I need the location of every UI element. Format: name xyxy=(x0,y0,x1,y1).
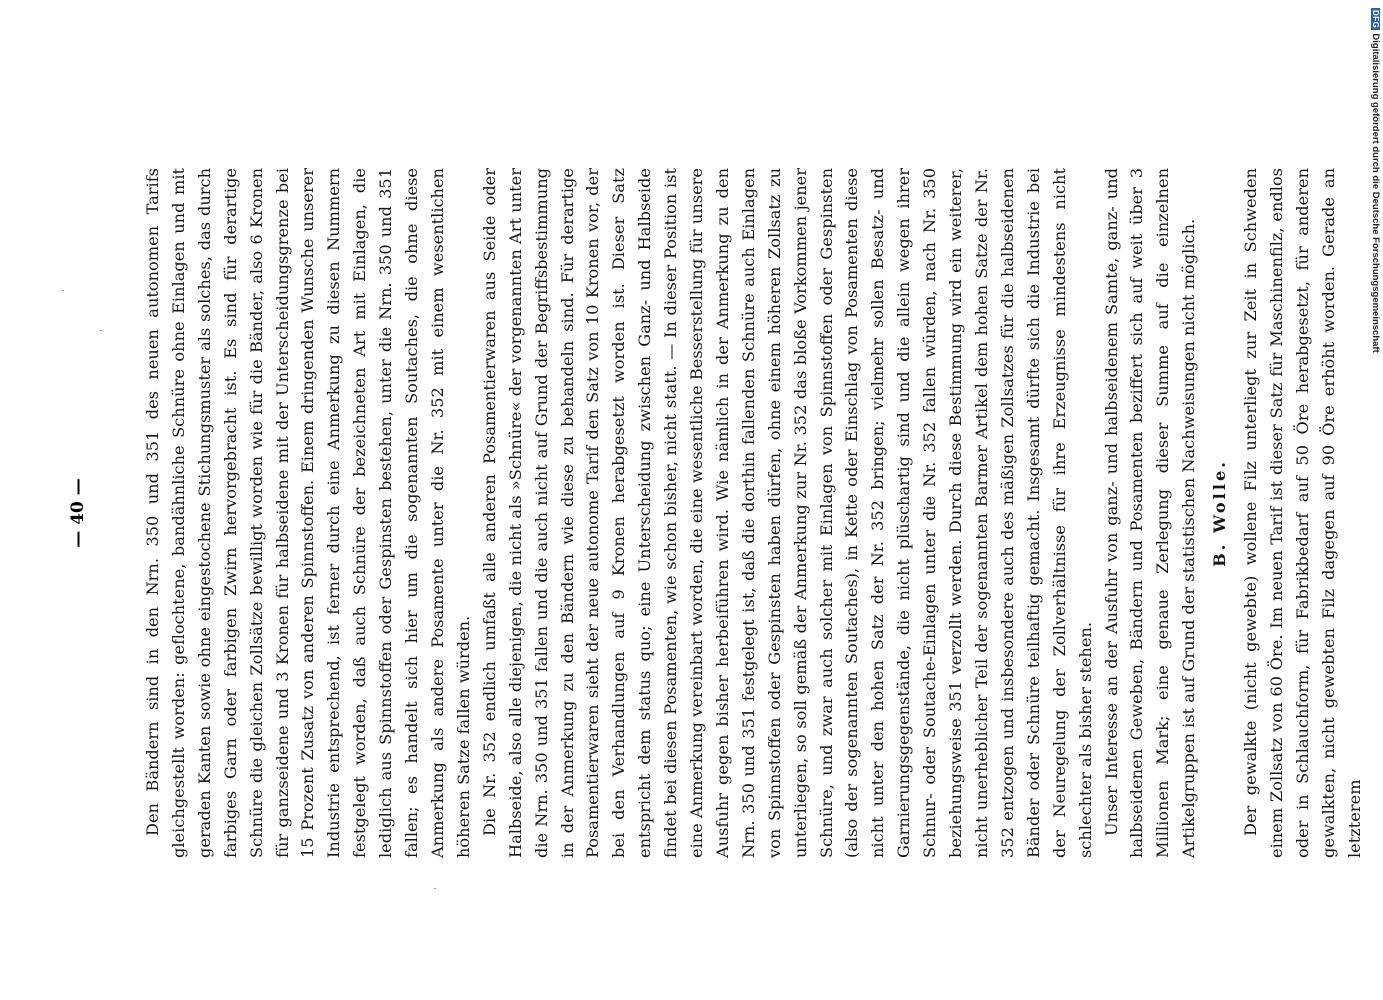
paragraph-1: Den Bändern sind in den Nrn. 350 und 351 des neuen autonomen Tarifs gleichgestellt worden: geflochtene, bandähnliche Schnüre ohne Einlagen und mit geraden Kanten sowie ohne eingestochene Stichungsmuster als solches, das durch farbiges Garn oder farbigen Zwirn hervorgebracht ist. Es sind für derartige Schnüre die gleichen Zollsätze bewilligt worden wie für die Bänder, also 6 Kronen für ganzseidene und 3 Kronen für halbseidene mit der Unterscheidungsgrenze bei 15 Prozent Zusatz von anderen Spinnstoffen. Einem dringenden Wunsche unserer Industrie entsprechend, ist ferner durch eine Anmerkung zu diesen Nummern festgelegt worden, daß auch Schnüre der bezeichneten Art mit Einlagen, die lediglich aus Spinnstoffen oder Gespinsten bestehen, unter die Nrn. 350 und 351 fallen; es handelt sich hier um die sogenannten Soutaches, die ohne diese Anmerkung als andere Posamente unter die Nr. 352 mit einem wesentlichen höheren Satze fallen würden. xyxy=(143,168,473,858)
dfg-logo-icon: DFG xyxy=(1371,10,1380,29)
text-column xyxy=(140,168,1368,858)
credit-text: Digitalisierung gefördert durch die Deutsche Forschungsgemeinschaft xyxy=(1370,33,1381,353)
section-heading: B. Wolle. xyxy=(1210,459,1230,567)
page-body xyxy=(68,168,1364,858)
page-number: — 40 — xyxy=(68,478,88,548)
scan-speck xyxy=(62,290,64,291)
rotated-page xyxy=(68,168,1364,858)
section-paragraph: Der gewalkte (nicht gewebte) wollene Filz unterliegt zur Zeit in Schweden einem Zollsatz von 60 Öre. Im neuen Tarif ist dieser Satz für Maschinenfilz, endlos oder in Schlauchform, für Fabrikbedarf auf 50 Öre herabgesetzt, für anderen gewalkten, nicht gewebten Filz dagegen auf 90 Öre erhöht worden. Gerade an letzterem xyxy=(1241,168,1364,858)
scan-speck xyxy=(100,330,102,331)
credit-line xyxy=(1370,8,1381,353)
digitization-credit xyxy=(1371,8,1381,728)
paragraph-3: Unser Interesse an der Ausfuhr von ganz- und halbseidenem Samte, ganz- und halbseidenen Geweben, Bändern und Posamenten beziffert sich auf weit über 3 Millionen Mark; eine genaue Zerlegung dieser Summe auf die einzelnen Artikelgruppen ist auf Grund der statistischen Nachweisungen nicht möglich. xyxy=(1101,168,1199,858)
scan-speck xyxy=(434,888,436,889)
paragraph-2: Die Nr. 352 endlich umfaßt alle anderen Posamentierwaren aus Seide oder Halbseide, also alle diejenigen, die nicht als »Schnüre« der vorgenannten Art unter die Nrn. 350 und 351 fallen und die auch nicht auf Grund der Begriffsbestimmung in der Anmerkung zu den Bändern wie diese zu behandeln sind. Für derartige Posamentierwaren sieht der neue autonome Tarif den Satz von 10 Kronen vor, der bei den Verhandlungen auf 9 Kronen herabgesetzt worden ist. Dieser Satz entspricht dem status quo; eine Unterscheidung zwischen Ganz- und Halbseide findet bei diesen Posamenten, wie schon bisher, nicht statt. — In dieser Position ist eine Anmerkung vereinbart worden, die eine wesentliche Besserstellung für unsere Ausfuhr gegen bisher herbeiführen wird. Wie nämlich in der Anmerkung zu den Nrn. 350 und 351 festgelegt ist, daß die dorthin fallenden Schnüre auch Einlagen von Spinnstoffen oder Gespinsten haben dürfen, ohne einem höheren Zollsatz zu unterliegen, so soll gemäß der Anmerkung zur Nr. 352 das bloße Vorkommen jener Schnüre, und zwar auch solcher mit Einlagen von Spinnstoffen oder Gespinsten (also der sogenannten Soutaches), in Kette oder Einschlag von Posamenten diese nicht unter den hohen Satz der Nr. 352 bringen; vielmehr sollen Besatz- und Garnierungsgegenstände, die nicht plüschartig sind und die allein wegen ihrer Schnur- oder Soutache-Einlagen unter die Nr. 352 fallen würden, nach Nr. 350 beziehungsweise 351 verzollt werden. Durch diese Bestimmung wird ein weiterer, nicht unerheblicher Teil der sogenannten Barmer Artikel dem hohen Satze der Nr. 352 entzogen und insbesondere auch des mäßigen Zollsatzes für die halbseidenen Bänder oder Schnüre teilhaftig gemacht. Insgesamt dürfte sich die Industrie bei der Neuregelung der Zollverhältnisse für ihre Erzeugnisse mindestens nicht schlechter als bisher stehen. xyxy=(479,168,1095,858)
